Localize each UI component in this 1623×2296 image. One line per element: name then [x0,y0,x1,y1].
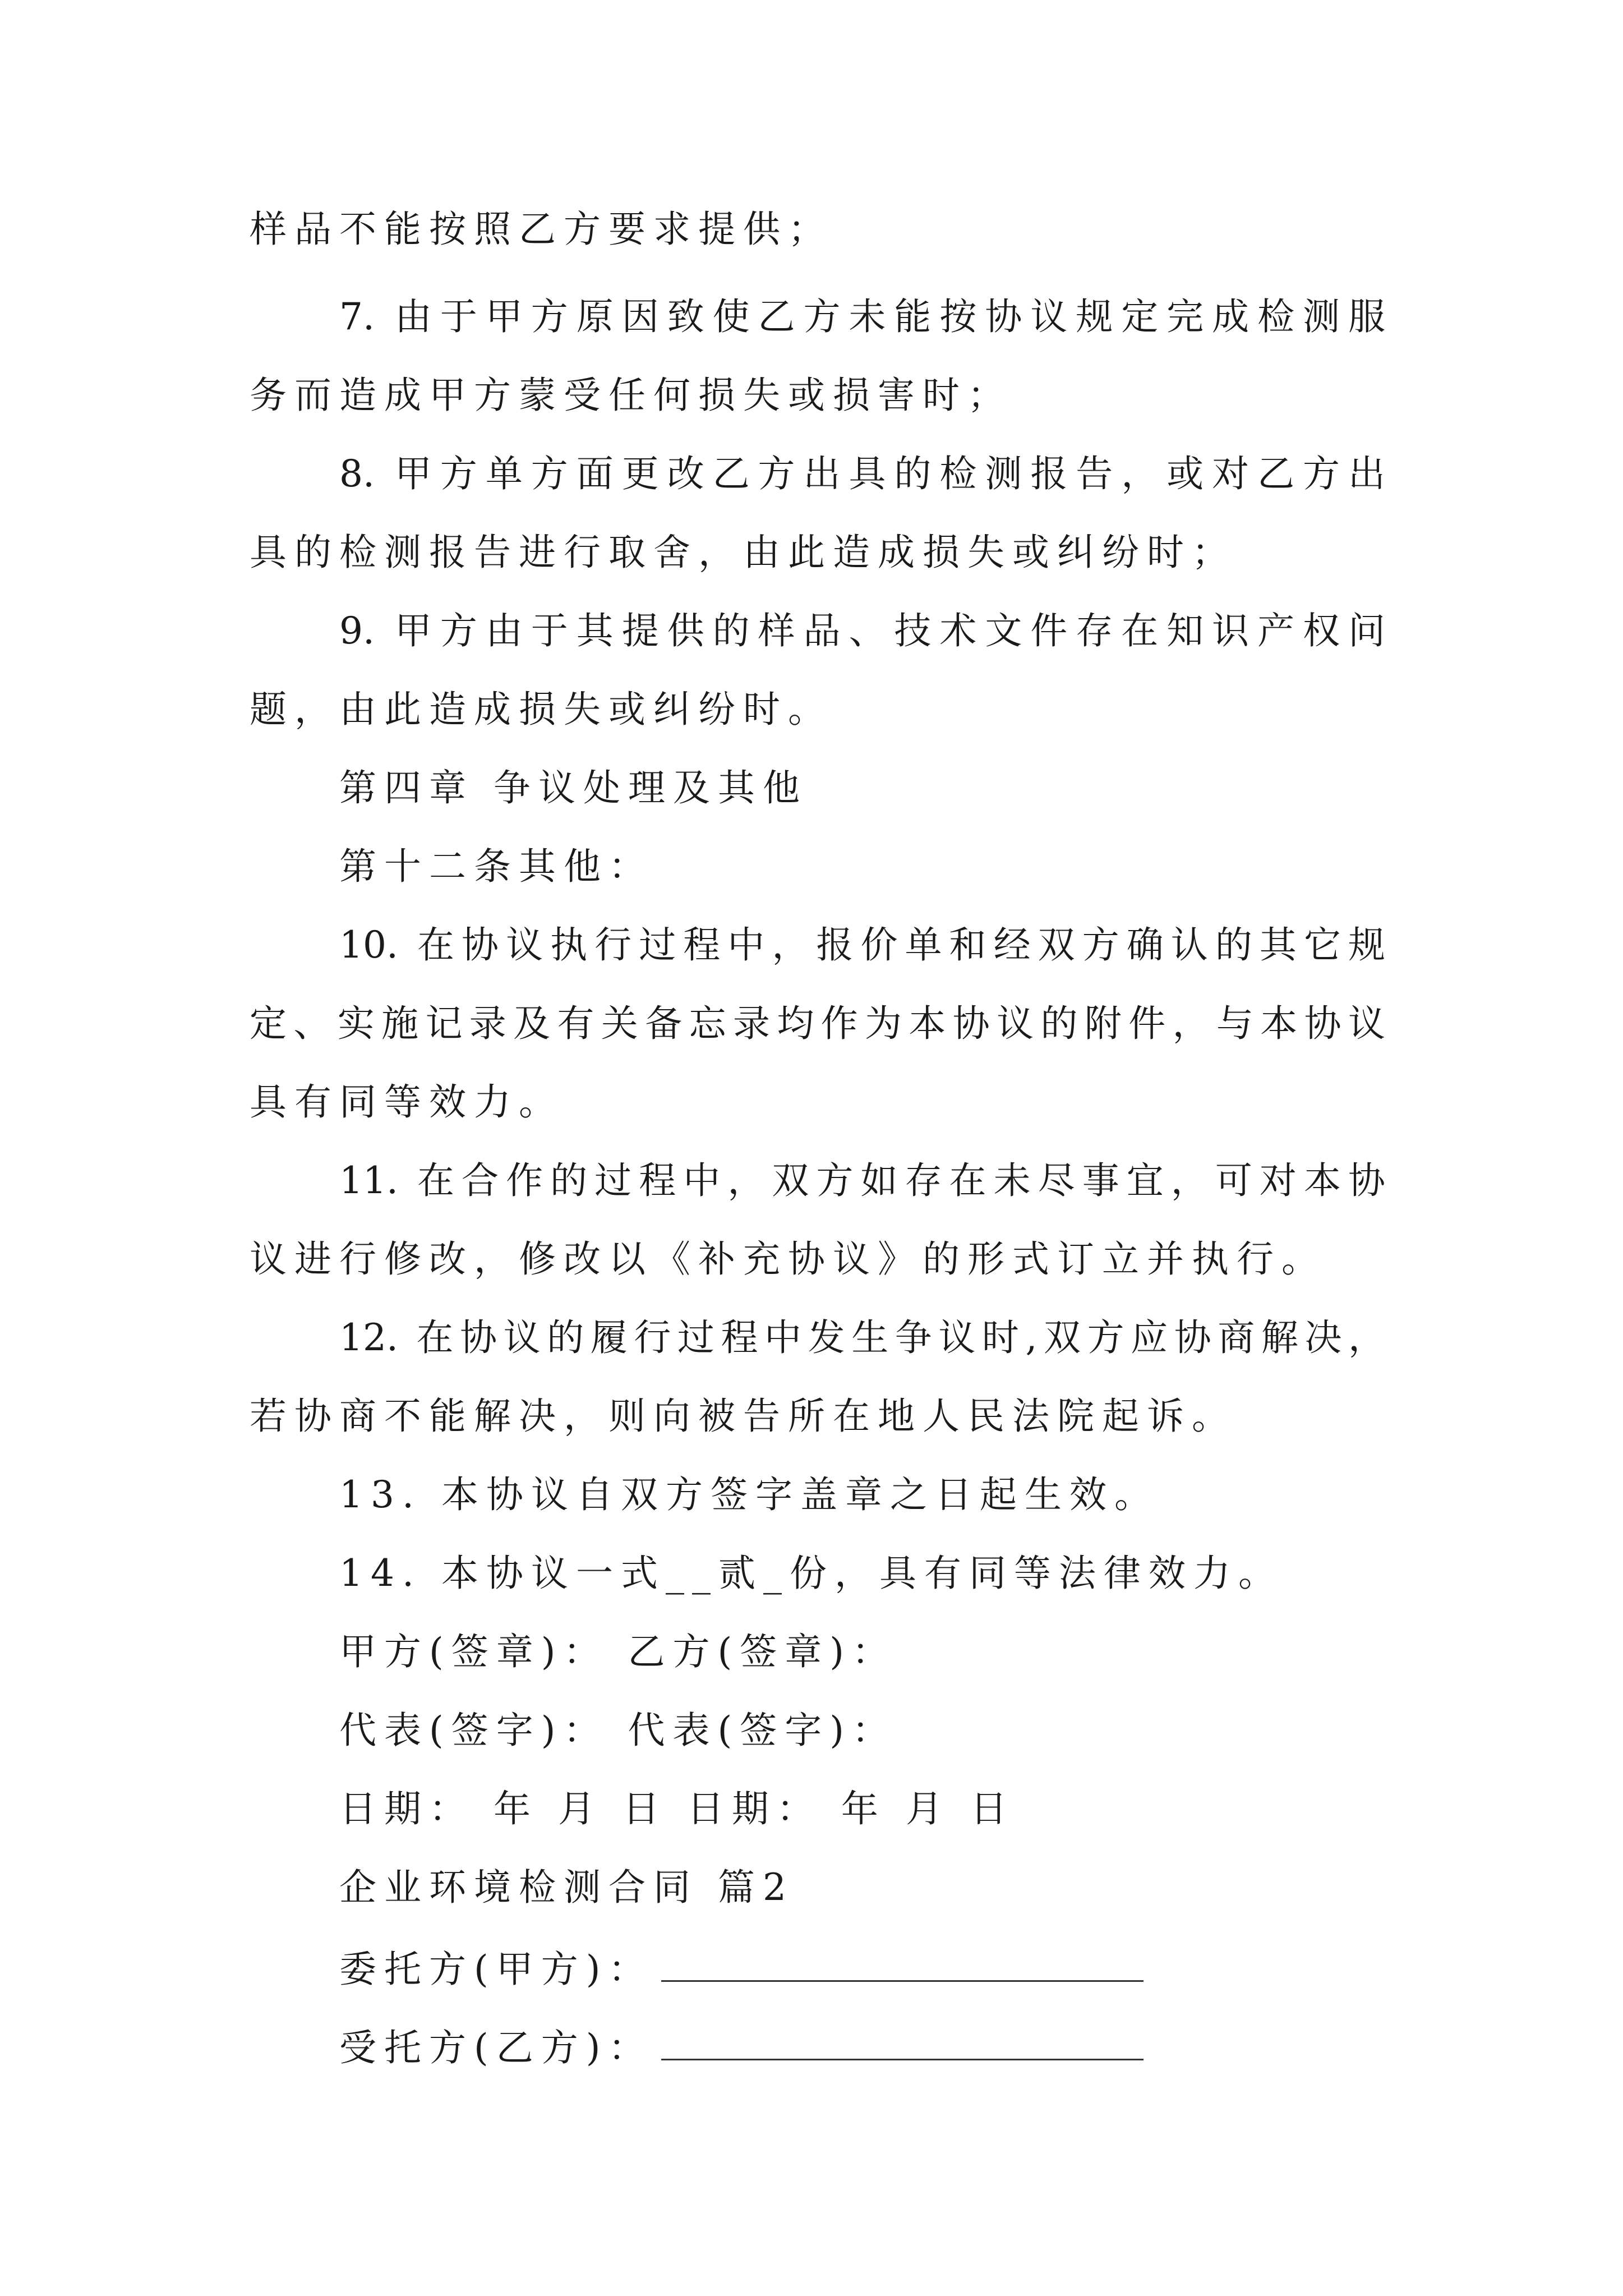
clause-8-line-1: 8. 甲方单方面更改乙方出具的检测报告，或对乙方出 [339,452,1385,495]
clause-10-line-1: 10. 在协议执行过程中，报价单和经双方确认的其它规 [339,923,1385,967]
signature-party-line: 甲方(签章)： 乙方(签章)： [339,1630,897,1673]
signature-date-line: 日期： 年 月 日 日期： 年 月 日 [339,1787,1015,1830]
clause-10-line-3: 具有同等效力。 [250,1080,564,1124]
clause-14-line: 14. 本协议一式__贰_份，具有同等法律效力。 [339,1552,1283,1595]
contractor-field [339,2019,1144,2073]
signature-representative-line: 代表(签字)： 代表(签字)： [339,1709,897,1752]
clause-13-line: 13. 本协议自双方签字盖章之日起生效。 [339,1473,1159,1516]
clause-7-line-2: 务而造成甲方蒙受任何损失或损害时； [250,374,1012,417]
clause-7-line-1: 7. 由于甲方原因致使乙方未能按协议规定完成检测服 [339,295,1385,338]
paragraph-line: 样品不能按照乙方要求提供； [250,208,833,251]
clause-8-line-2: 具的检测报告进行取舍，由此造成损失或纠纷时； [250,531,1237,574]
clause-12-line-2: 若协商不能解决，则向被告所在地人民法院起诉。 [250,1395,1237,1438]
chapter-heading: 第四章 争议处理及其他 [339,766,808,809]
client-field [339,1941,1144,1995]
contractor-field-label: 受托方(乙方)： [339,2026,653,2069]
contractor-field-blank [661,2019,1144,2060]
clause-10-line-2: 定、实施记录及有关备忘录均作为本协议的附件，与本协议 [250,1002,1385,1045]
clause-11-line-1: 11. 在合作的过程中，双方如存在未尽事宜，可对本协 [339,1159,1385,1202]
article-heading: 第十二条其他： [339,845,653,888]
clause-9-line-2: 题，由此造成损失或纠纷时。 [250,688,833,731]
client-field-blank [661,1941,1144,1982]
client-field-label: 委托方(甲方)： [339,1948,653,1991]
section-title: 企业环境检测合同 篇2 [339,1866,794,1909]
clause-11-line-2: 议进行修改，修改以《补充协议》的形式订立并执行。 [250,1237,1326,1281]
clause-9-line-1: 9. 甲方由于其提供的样品、技术文件存在知识产权问 [339,609,1385,652]
clause-12-line-1: 12. 在协议的履行过程中发生争议时,双方应协商解决， [339,1316,1385,1359]
